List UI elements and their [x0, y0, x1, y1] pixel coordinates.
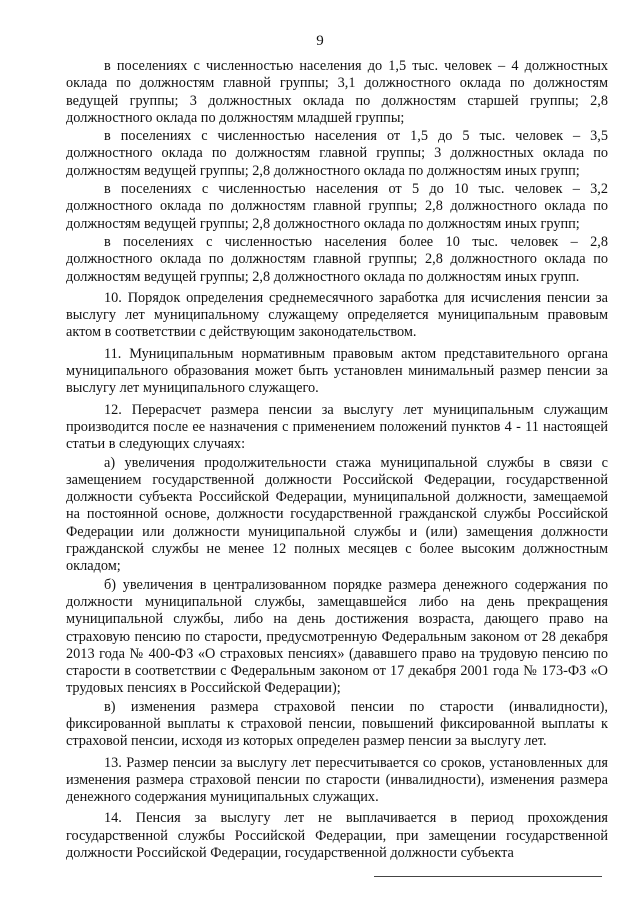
paragraph-item-14: 14. Пенсия за выслугу лет не выплачивается в период прохождения государственной службы Российской Федерации, при замещении государственной должности Российской Федерации, государственной должности субъекта [66, 810, 608, 862]
page-number: 9 [316, 33, 324, 49]
document-body [66, 58, 608, 863]
paragraph-settlements-1-5-to-5k: в поселениях с численностью населения от 1,5 до 5 тыс. человек – 3,5 должностного оклада по должностям главной группы; 3 должностных оклада по должностям ведущей группы; 2,8 должностного оклада по должностям иных групп; [66, 128, 608, 179]
paragraph-settlements-5-to-10k: в поселениях с численностью населения от 5 до 10 тыс. человек – 3,2 должностного оклада по должностям главной группы; 2,8 должностного оклада по должностям ведущей группы; 2,8 должностного оклада по должностям иных групп; [66, 181, 608, 232]
footer-rule [374, 876, 602, 877]
paragraph-item-12: 12. Перерасчет размера пенсии за выслугу лет муниципальным служащим производится после ее назначения с применением положений пунктов 4 - 11 настоящей статьи в следующих случаях: [66, 401, 608, 453]
paragraph-item-12-a: а) увеличения продолжительности стажа муниципальной службы в связи с замещением государственной должности Российской Федерации, государственной должности субъекта Российской Федерации, муниципальной должности, замещаемой на постоянной основе, должности государственной гражданской службы Российской Федерации или должности муниципальной службы и (или) замещения должности гражданской службы не менее 12 полных месяцев с более высоким должностным окладом; [66, 454, 608, 575]
paragraph-item-12-v: в) изменения размера страховой пенсии по старости (инвалидности), фиксированной выплаты к страховой пенсии, повышений фиксированной выплаты к страховой пенсии, исходя из которых определен размер пенсии за выслугу лет. [66, 698, 608, 750]
paragraph-item-11: 11. Муниципальным нормативным правовым актом представительного органа муниципального образования может быть установлен минимальный размер пенсии за выслугу лет муниципального служащего. [66, 345, 608, 397]
paragraph-settlements-over-10k: в поселениях с численностью населения более 10 тыс. человек – 2,8 должностного оклада по должностям главной группы; 2,8 должностного оклада по должностям ведущей группы; 2,8 должностного оклада по должностям иных групп. [66, 233, 608, 285]
paragraph-item-13: 13. Размер пенсии за выслугу лет пересчитывается со сроков, установленных для изменения размера страховой пенсии по старости (инвалидности), изменения размера денежного содержания муниципальных служащих. [66, 754, 608, 806]
paragraph-settlements-up-to-1-5k: в поселениях с численностью населения до 1,5 тыс. человек – 4 должностных оклада по должностям главной группы; 3,1 должностного оклада по должностям ведущей группы; 3 должностных оклада по должностям старшей группы; 2,8 должностного оклада по должностям младшей группы; [66, 58, 608, 126]
paragraph-item-10: 10. Порядок определения среднемесячного заработка для исчисления пенсии за выслугу лет муниципальному служащему определяется муниципальным правовым актом в соответствии с действующим законодательством. [66, 289, 608, 341]
paragraph-item-12-b: б) увеличения в централизованном порядке размера денежного содержания по должности муниципальной службы, замещавшейся либо на день прекращения муниципальной службы, либо на день достижения возраста, дающего право на страховую пенсию по старости, предусмотренную Федеральным законом от 28 декабря 2013 года № 400-ФЗ «О страховых пенсиях» (дававшего право на трудовую пенсию по старости в соответствии с Федеральным законом от 17 декабря 2001 года № 173-ФЗ «О трудовых пенсиях в Российской Федерации); [66, 576, 608, 697]
